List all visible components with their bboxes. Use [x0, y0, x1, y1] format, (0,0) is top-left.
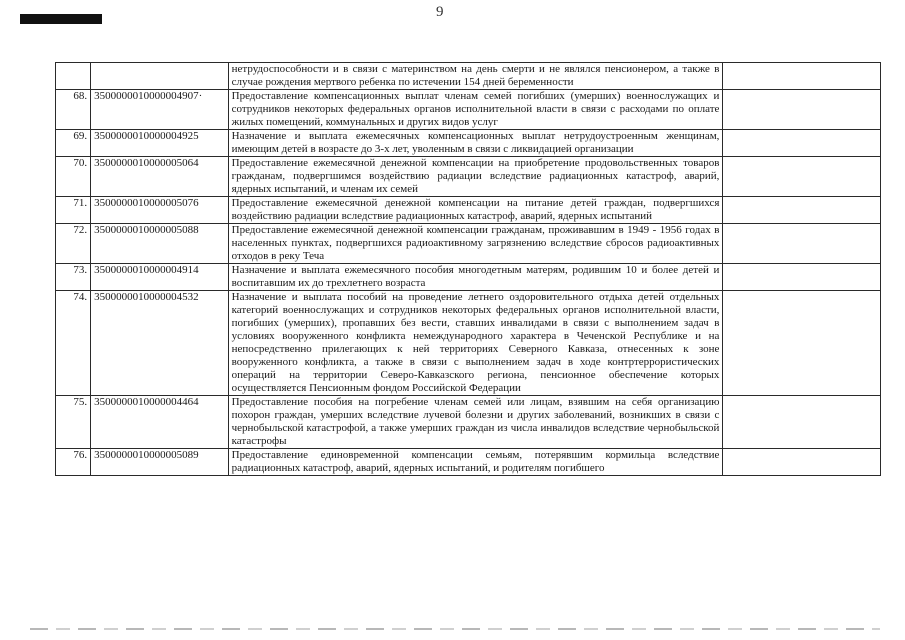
- row-number: 69.: [56, 130, 91, 157]
- table-body: [56, 63, 881, 476]
- notes-cell: [723, 291, 881, 396]
- table-row: [56, 197, 881, 224]
- service-code: 3500000010000004925: [91, 130, 229, 157]
- notes-cell: [723, 449, 881, 476]
- notes-cell: [723, 130, 881, 157]
- row-number: 72.: [56, 224, 91, 264]
- service-code: 3500000010000004907·: [91, 90, 229, 130]
- service-description: Назначение и выплата ежемесячных компенсационных выплат нетрудоустроенным женщинам, имеющим детей в возрасте до 3-х лет, уволенным в связи с ликвидацией организации: [228, 130, 723, 157]
- row-number: 75.: [56, 396, 91, 449]
- table-row: [56, 396, 881, 449]
- service-code: 3500000010000005076: [91, 197, 229, 224]
- service-code: 3500000010000004914: [91, 264, 229, 291]
- redaction-mark: [20, 14, 102, 24]
- services-registry-table: [55, 62, 881, 476]
- row-number: [56, 63, 91, 90]
- service-description: Предоставление ежемесячной денежной компенсации гражданам, проживавшим в 1949 - 1956 годах в населенных пунктах, подвергшихся радиоактивному загрязнению вследствие сбросов радиоактивных отходов в реку Теча: [228, 224, 723, 264]
- notes-cell: [723, 396, 881, 449]
- service-code: 3500000010000004532: [91, 291, 229, 396]
- row-number: 74.: [56, 291, 91, 396]
- service-code: 3500000010000004464: [91, 396, 229, 449]
- service-code: [91, 63, 229, 90]
- table-row: [56, 90, 881, 130]
- scan-artifact: [30, 628, 880, 630]
- service-description: Предоставление компенсационных выплат членам семей погибших (умерших) военнослужащих и сотрудников некоторых федеральных органов исполнительной власти в связи с расходами по оплате жилых помещений, коммунальных и других видов услуг: [228, 90, 723, 130]
- table-row: [56, 157, 881, 197]
- row-number: 71.: [56, 197, 91, 224]
- service-description: Предоставление пособия на погребение членам семей или лицам, взявшим на себя организацию похорон граждан, умерших вследствие лучевой болезни и других заболеваний, возникших в связи с чернобыльской катастрофой, а также умерших граждан из числа инвалидов вследствие чернобыльской катастрофы: [228, 396, 723, 449]
- row-number: 68.: [56, 90, 91, 130]
- service-description: Предоставление ежемесячной денежной компенсации на приобретение продовольственных товаров гражданам, подвергшимся воздействию радиации вследствие радиационных катастроф, аварий, ядерных испытаний, и членам их семей: [228, 157, 723, 197]
- service-description: Назначение и выплата пособий на проведение летнего оздоровительного отдыха детей отдельных категорий военнослужащих и сотрудников некоторых федеральных органов исполнительной власти, погибших (умерших), пропавших без вести, ставших инвалидами в связи с выполнением задач в условиях вооруженного конфликта немеждународного характера в Чеченской Республике и на непосредственно прилегающих к ней территориях Северного Кавказа, отнесенных к зоне вооруженного конфликта, а также в связи с выполнением задач в ходе контртеррористических операций на территории Северо-Кавказского региона, пенсионное обеспечение которых осуществляется Пенсионным фондом Российской Федерации: [228, 291, 723, 396]
- service-description: Назначение и выплата ежемесячного пособия многодетным матерям, родившим 10 и более детей и воспитавшим их до трехлетнего возраста: [228, 264, 723, 291]
- service-description: Предоставление единовременной компенсации семьям, потерявшим кормильца вследствие радиационных катастроф, аварий, ядерных испытаний, и родителям погибшего: [228, 449, 723, 476]
- service-description: Предоставление ежемесячной денежной компенсации на питание детей граждан, подвергшихся воздействию радиации вследствие радиационных катастроф, аварий, ядерных испытаний: [228, 197, 723, 224]
- service-code: 3500000010000005089: [91, 449, 229, 476]
- row-number: 70.: [56, 157, 91, 197]
- table-row: [56, 224, 881, 264]
- notes-cell: [723, 264, 881, 291]
- row-number: 73.: [56, 264, 91, 291]
- notes-cell: [723, 224, 881, 264]
- page-number: 9: [436, 4, 444, 20]
- table-row: [56, 449, 881, 476]
- table-row: [56, 291, 881, 396]
- table-row: [56, 130, 881, 157]
- table-row: [56, 264, 881, 291]
- row-number: 76.: [56, 449, 91, 476]
- notes-cell: [723, 157, 881, 197]
- service-code: 3500000010000005064: [91, 157, 229, 197]
- notes-cell: [723, 197, 881, 224]
- notes-cell: [723, 90, 881, 130]
- notes-cell: [723, 63, 881, 90]
- service-code: 3500000010000005088: [91, 224, 229, 264]
- table-row: [56, 63, 881, 90]
- service-description: нетрудоспособности и в связи с материнством на день смерти и не являлся пенсионером, а также в случае рождения мертвого ребенка по истечении 154 дней беременности: [228, 63, 723, 90]
